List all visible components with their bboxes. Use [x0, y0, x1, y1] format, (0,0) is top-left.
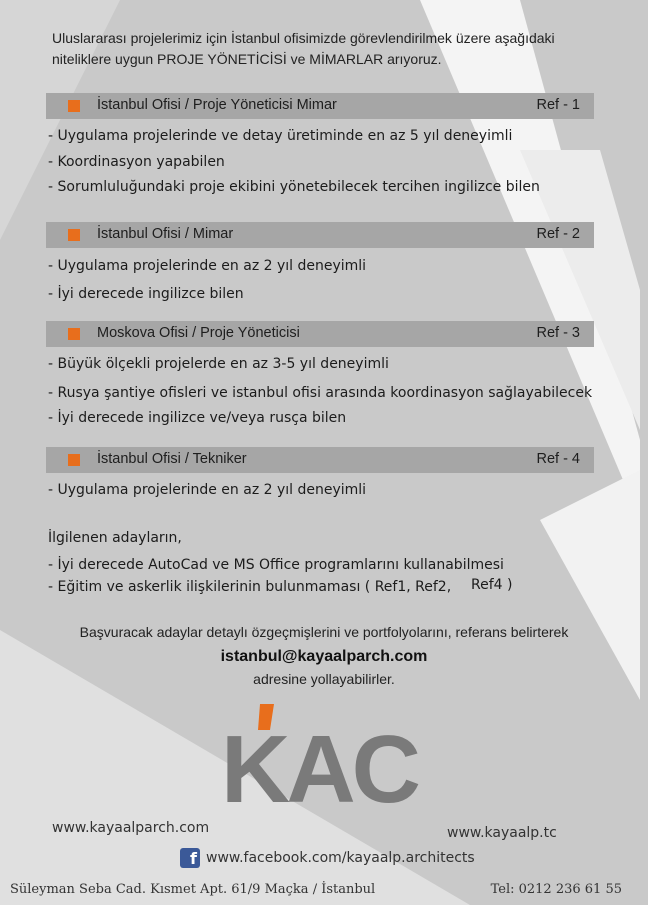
- logo-text: KAC: [221, 716, 417, 823]
- facebook-link[interactable]: [180, 848, 475, 868]
- requirement-item: - Sorumluluğundaki proje ekibini yönetebilecek tercihen ingilizce bilen: [48, 179, 540, 195]
- position-header-4: [46, 447, 594, 473]
- requirement-item: - Uygulama projelerinde en az 2 yıl deneyimli: [48, 482, 367, 498]
- orange-bullet-icon: [68, 229, 80, 241]
- candidates-heading: İlgilenen adayların,: [48, 530, 182, 546]
- candidate-item: Ref4 ): [471, 577, 513, 593]
- position-title-1: İstanbul Ofisi / Proje Yöneticisi Mimar: [97, 97, 337, 113]
- position-title-4: İstanbul Ofisi / Tekniker: [97, 451, 247, 467]
- orange-bullet-icon: [68, 328, 80, 340]
- email-link[interactable]: istanbul@kayaalparch.com: [220, 648, 428, 665]
- requirement-item: - Rusya şantiye ofisleri ve istanbul ofisi arasında koordinasyon sağlayabilecek: [48, 385, 593, 401]
- intro-line-2: niteliklere uygun PROJE YÖNETİCİSİ ve MİMARLAR arıyoruz.: [52, 51, 442, 67]
- website-link-1[interactable]: www.kayaalparch.com: [52, 820, 210, 836]
- requirement-item: - Büyük ölçekli projelerde en az 3-5 yıl deneyimli: [48, 356, 389, 372]
- position-header-3: [46, 321, 594, 347]
- candidate-item: - Eğitim ve askerlik ilişkilerinin bulunmaması ( Ref1, Ref2,: [48, 579, 452, 595]
- facebook-url: www.facebook.com/kayaalp.architects: [206, 850, 475, 866]
- apply-text: Başvuracak adaylar detaylı özgeçmişlerini ve portfolyolarını, referans belirterek: [79, 624, 569, 640]
- kac-logo: [221, 700, 417, 823]
- position-ref-3: Ref - 3: [536, 325, 580, 341]
- orange-bullet-icon: [68, 100, 80, 112]
- position-title-2: İstanbul Ofisi / Mimar: [97, 226, 234, 242]
- requirement-item: - Uygulama projelerinde en az 2 yıl deneyimli: [48, 258, 367, 274]
- facebook-icon: f: [180, 848, 200, 868]
- position-ref-1: Ref - 1: [536, 97, 580, 113]
- requirement-item: - Koordinasyon yapabilen: [48, 154, 225, 170]
- requirement-item: - İyi derecede ingilizce bilen: [48, 286, 244, 302]
- footer-phone: Tel: 0212 236 61 55: [490, 882, 622, 897]
- website-link-2[interactable]: www.kayaalp.tc: [447, 825, 557, 841]
- apply-text-2: adresine yollayabilirler.: [253, 671, 395, 687]
- position-header-1: [46, 93, 594, 119]
- position-header-2: [46, 222, 594, 248]
- candidate-item: - İyi derecede AutoCad ve MS Office programlarını kullanabilmesi: [48, 557, 504, 573]
- requirement-item: - Uygulama projelerinde ve detay üretiminde en az 5 yıl deneyimli: [48, 128, 513, 144]
- orange-bullet-icon: [68, 454, 80, 466]
- requirement-item: - İyi derecede ingilizce ve/veya rusça bilen: [48, 410, 347, 426]
- position-ref-2: Ref - 2: [536, 226, 580, 242]
- intro-line-1: Uluslararası projelerimiz için İstanbul ofisimizde görevlendirilmek üzere aşağıdaki: [52, 30, 555, 46]
- footer-address: Süleyman Seba Cad. Kısmet Apt. 61/9 Maçka / İstanbul: [10, 882, 376, 897]
- intro-text: [52, 28, 612, 70]
- position-ref-4: Ref - 4: [536, 451, 580, 467]
- position-title-3: Moskova Ofisi / Proje Yöneticisi: [97, 325, 300, 341]
